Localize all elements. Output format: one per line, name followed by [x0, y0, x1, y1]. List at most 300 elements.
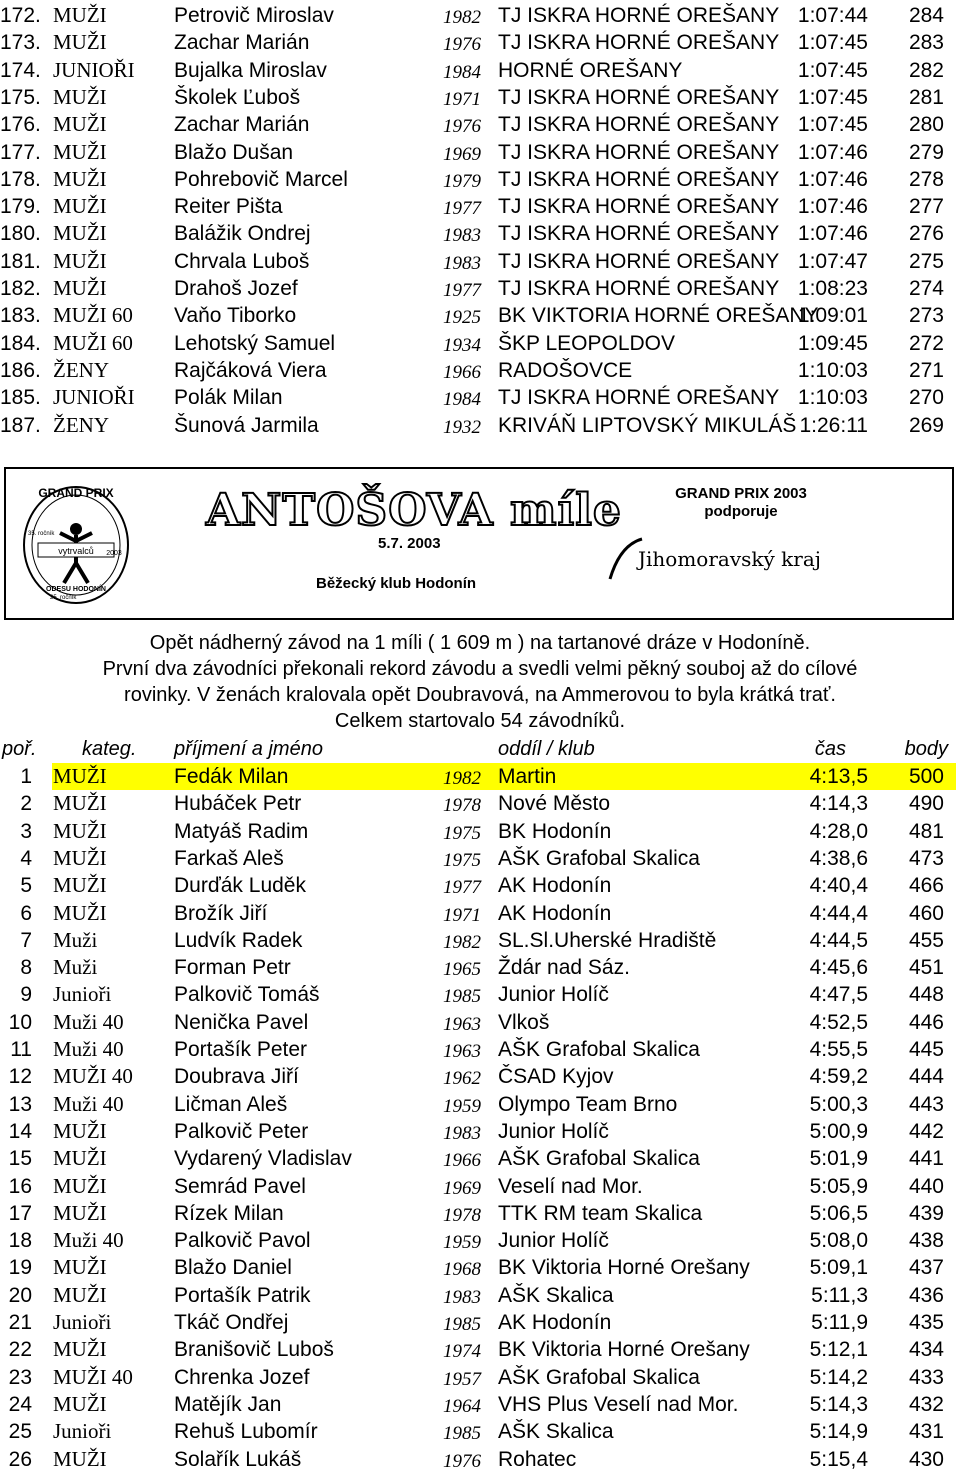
cell-birth-year: 1976 [443, 34, 481, 56]
cell-points: 271 [908, 358, 944, 382]
intro-line-3: rovinky. V ženách kralovala opět Doubravová, na Ammerovou to byla krátká trať. [124, 684, 836, 706]
cell-category: MUŽI [53, 1446, 107, 1471]
cell-time: 1:07:45 [797, 31, 868, 55]
cell-birth-year: 1971 [443, 904, 481, 926]
cell-athlete-name: Vydarený Vladislav [174, 1147, 352, 1171]
cell-time: 1:07:46 [797, 140, 868, 164]
cell-athlete-name: Reiter Pišta [174, 195, 283, 219]
cell-category: Muži 40 [53, 1091, 124, 1116]
sponsor-line-2: podporuje [704, 503, 778, 520]
cell-athlete-name: Palkovič Peter [174, 1119, 309, 1143]
cell-time: 1:07:47 [797, 249, 868, 273]
cell-category: JUNIOŘI [53, 57, 135, 82]
table-row [0, 220, 960, 247]
cell-rank: 180. [0, 222, 41, 246]
header-club: oddíl / klub [498, 738, 595, 760]
cell-athlete-name: Rajčáková Viera [174, 358, 327, 382]
cell-points: 284 [908, 4, 944, 27]
cell-points: 500 [908, 765, 944, 788]
cell-time: 5:14,2 [809, 1365, 868, 1389]
cell-points: 280 [908, 113, 944, 137]
table-row [0, 302, 960, 329]
cell-points: 455 [908, 928, 944, 952]
cell-points: 275 [908, 249, 944, 273]
cell-birth-year: 1957 [443, 1368, 481, 1390]
table-row [0, 1200, 960, 1227]
cell-rank: 10 [8, 1010, 32, 1034]
cell-athlete-name: Nenička Pavel [174, 1010, 309, 1034]
table-row [0, 1309, 960, 1336]
table-row [0, 1009, 960, 1036]
table-row [0, 1227, 960, 1254]
intro-line-1: Opět nádherný závod na 1 míli ( 1 609 m ) na tartanové dráze v Hodoníně. [149, 632, 811, 654]
cell-birth-year: 1985 [443, 1314, 481, 1335]
cell-rank: 3 [20, 819, 32, 843]
cell-time: 1:10:03 [797, 386, 868, 410]
cell-birth-year: 1975 [443, 849, 481, 871]
cell-category: MUŽI [53, 873, 107, 898]
cell-rank: 183. [0, 304, 41, 328]
cell-rank: 5 [20, 874, 32, 898]
cell-club: Junior Holíč [498, 1119, 609, 1143]
cell-birth-year: 1983 [443, 1122, 481, 1144]
cell-athlete-name: Ludvík Radek [174, 928, 303, 952]
cell-points: 436 [908, 1283, 944, 1307]
cell-rank: 16 [8, 1174, 32, 1198]
table-row [0, 900, 960, 927]
cell-rank: 179. [0, 195, 41, 219]
cell-birth-year: 1968 [443, 1259, 481, 1281]
cell-points: 451 [908, 956, 944, 980]
cell-athlete-name: Lehotský Samuel [174, 331, 336, 355]
cell-athlete-name: Drahoš Jozef [174, 277, 298, 300]
cell-category: MUŽI [53, 818, 107, 843]
cell-time: 5:11,9 [811, 1311, 868, 1334]
cell-category: MUŽI [53, 3, 107, 27]
cell-club: VHS Plus Veselí nad Mor. [498, 1392, 739, 1416]
cell-athlete-name: Fedák Milan [174, 765, 289, 788]
cell-club: TJ ISKRA HORNÉ OREŠANY [498, 222, 780, 246]
cell-birth-year: 1969 [443, 1177, 481, 1199]
cell-category: MUŽI [53, 1391, 107, 1416]
cell-category: MUŽI [53, 30, 107, 55]
cell-rank: 176. [0, 113, 41, 137]
cell-rank: 11 [10, 1038, 32, 1061]
cell-rank: 25 [8, 1420, 32, 1444]
cell-rank: 178. [0, 167, 41, 191]
cell-category: MUŽI [53, 112, 107, 137]
cell-time: 4:44,5 [809, 928, 868, 952]
table-row [0, 57, 960, 84]
cell-birth-year: 1966 [443, 361, 481, 383]
cell-category: Junioři [53, 1419, 112, 1444]
cell-rank: 8 [20, 956, 32, 980]
cell-points: 438 [908, 1229, 944, 1253]
cell-athlete-name: Ličman Aleš [174, 1092, 288, 1116]
table-row [0, 790, 960, 817]
cell-athlete-name: Balážik Ondrej [174, 222, 311, 246]
cell-athlete-name: Chrvala Luboš [174, 249, 310, 273]
cell-club: TJ ISKRA HORNÉ OREŠANY [498, 277, 780, 300]
cell-time: 5:11,3 [811, 1283, 868, 1307]
cell-time: 1:07:46 [797, 167, 868, 191]
cell-club: Rohatec [498, 1447, 577, 1471]
cell-time: 5:14,9 [809, 1420, 868, 1444]
cell-rank: 20 [8, 1283, 32, 1307]
cell-time: 4:28,0 [809, 819, 868, 843]
cell-time: 4:55,5 [809, 1038, 868, 1061]
cell-club: TJ ISKRA HORNÉ OREŠANY [498, 31, 780, 55]
cell-time: 5:00,3 [809, 1092, 868, 1116]
cell-time: 5:06,5 [809, 1201, 868, 1225]
cell-points: 490 [908, 792, 944, 816]
cell-club: AŠK Grafobal Skalica [498, 1147, 700, 1171]
cell-club: TJ ISKRA HORNÉ OREŠANY [498, 195, 780, 219]
cell-athlete-name: Portašík Patrik [174, 1283, 311, 1307]
cell-time: 1:08:23 [797, 277, 868, 300]
cell-athlete-name: Školek Ľuboš [174, 85, 301, 109]
cell-points: 430 [908, 1447, 944, 1471]
table-row [0, 357, 960, 384]
cell-athlete-name: Pohrebovič Marcel [174, 167, 348, 191]
table-row [0, 872, 960, 899]
cell-time: 5:09,1 [809, 1256, 868, 1280]
cell-rank: 175. [0, 85, 41, 109]
table-row [0, 275, 960, 302]
cell-birth-year: 1963 [443, 1041, 481, 1062]
cell-time: 4:38,6 [809, 846, 868, 870]
cell-athlete-name: Zachar Marián [174, 113, 310, 137]
cell-time: 4:52,5 [809, 1010, 868, 1034]
cell-points: 460 [908, 901, 944, 925]
cell-rank: 15 [8, 1147, 32, 1171]
cell-athlete-name: Polák Milan [174, 386, 283, 410]
cell-category: MUŽI [53, 84, 107, 109]
cell-rank: 177. [0, 140, 41, 164]
cell-time: 4:14,3 [809, 792, 868, 816]
cell-athlete-name: Tkáč Ondřej [174, 1311, 289, 1334]
intro-line-2: První dva závodníci překonali rekord závodu a svedli velmi pěkný souboj až do cílové [102, 658, 858, 680]
cell-club: AK Hodonín [498, 1311, 612, 1334]
cell-birth-year: 1983 [443, 252, 481, 274]
cell-rank: 172. [0, 4, 41, 27]
cell-time: 1:07:46 [797, 195, 868, 219]
cell-athlete-name: Hubáček Petr [174, 792, 302, 816]
cell-points: 273 [908, 304, 944, 328]
cell-club: Ždár nad Sáz. [498, 956, 630, 980]
cell-time: 5:08,0 [809, 1229, 868, 1253]
cell-category: MUŽI [53, 1200, 107, 1225]
table-row [0, 1418, 960, 1445]
cell-birth-year: 1978 [443, 1204, 481, 1226]
cell-time: 1:09:45 [797, 331, 868, 355]
cell-rank: 1 [20, 765, 32, 788]
cell-points: 279 [908, 140, 944, 164]
cell-points: 433 [908, 1365, 944, 1389]
cell-category: MUŽI [53, 900, 107, 925]
cell-club: HORNÉ OREŠANY [498, 58, 683, 82]
table-row [0, 248, 960, 275]
cell-club: Junior Holíč [498, 983, 609, 1007]
cell-birth-year: 1976 [443, 116, 481, 138]
cell-athlete-name: Petrovič Miroslav [174, 4, 334, 27]
cell-points: 283 [908, 31, 944, 55]
cell-club: TJ ISKRA HORNÉ OREŠANY [498, 4, 780, 27]
table-row [0, 1336, 960, 1363]
table-row [0, 384, 960, 411]
cell-points: 442 [908, 1119, 944, 1143]
cell-athlete-name: Brožík Jiří [174, 901, 268, 925]
cell-birth-year: 1965 [443, 959, 481, 981]
cell-category: MUŽI 60 [53, 303, 133, 328]
table-row [0, 166, 960, 193]
cell-time: 1:07:46 [797, 222, 868, 246]
cell-athlete-name: Semrád Pavel [174, 1174, 306, 1198]
table-row [0, 84, 960, 111]
cell-athlete-name: Blažo Dušan [174, 140, 294, 164]
sponsor-line-1: GRAND PRIX 2003 [675, 485, 807, 502]
cell-category: MUŽI 40 [53, 1364, 133, 1389]
cell-club: ČSAD Kyjov [498, 1065, 614, 1089]
cell-category: MUŽI [53, 166, 107, 191]
cell-time: 4:45,6 [809, 956, 868, 980]
table-row [0, 1254, 960, 1281]
cell-category: Muži 40 [53, 1009, 124, 1034]
cell-points: 432 [908, 1392, 944, 1416]
cell-points: 443 [908, 1092, 944, 1116]
cell-rank: 18 [8, 1229, 32, 1253]
cell-rank: 24 [8, 1392, 32, 1416]
cell-athlete-name: Forman Petr [174, 956, 291, 980]
cell-birth-year: 1971 [443, 88, 481, 110]
cell-points: 439 [908, 1201, 944, 1225]
cell-points: 473 [908, 846, 944, 870]
table-row [0, 1173, 960, 1200]
table-row [0, 927, 960, 954]
cell-birth-year: 1977 [443, 198, 481, 220]
cell-athlete-name: Vaňo Tiborko [174, 304, 297, 328]
cell-time: 1:09:01 [797, 304, 868, 328]
table-row [0, 1282, 960, 1309]
table-row [0, 1036, 960, 1063]
table-row [0, 954, 960, 981]
table-row [0, 1391, 960, 1418]
cell-points: 446 [908, 1010, 944, 1034]
cell-birth-year: 1983 [443, 225, 481, 247]
table-row [0, 1364, 960, 1391]
cell-club: BK Viktoria Horné Orešany [498, 1256, 750, 1280]
cell-rank: 182. [0, 277, 41, 300]
cell-points: 434 [908, 1338, 944, 1362]
cell-birth-year: 1974 [443, 1341, 481, 1363]
cell-birth-year: 1983 [443, 1286, 481, 1308]
cell-category: MUŽI [53, 1173, 107, 1198]
cell-category: Junioři [53, 1310, 112, 1334]
cell-club: SL.Sl.Uherské Hradiště [498, 928, 717, 952]
cell-points: 272 [908, 331, 944, 355]
cell-club: AŠK Grafobal Skalica [498, 846, 700, 870]
cell-rank: 21 [8, 1311, 32, 1334]
cell-birth-year: 1984 [443, 61, 481, 83]
cell-club: ŠKP LEOPOLDOV [498, 331, 676, 355]
intro-paragraph [40, 630, 920, 734]
cell-points: 274 [908, 277, 944, 300]
banner-date: 5.7. 2003 [378, 535, 441, 552]
cell-rank: 14 [8, 1119, 32, 1143]
table-row [0, 1446, 960, 1473]
header-time: čas [814, 738, 846, 760]
cell-athlete-name: Branišovič Luboš [174, 1338, 334, 1362]
cell-points: 435 [908, 1311, 944, 1334]
cell-rank: 187. [0, 413, 41, 437]
cell-category: MUŽI [53, 1146, 107, 1171]
cell-time: 5:12,1 [809, 1338, 868, 1362]
cell-time: 4:40,4 [809, 874, 868, 898]
cell-time: 4:59,2 [809, 1065, 868, 1089]
cell-club: AŠK Skalica [498, 1420, 614, 1444]
table-row [0, 1063, 960, 1090]
cell-rank: 9 [20, 983, 32, 1007]
cell-birth-year: 1959 [443, 1232, 481, 1254]
cell-category: MUŽI [53, 221, 107, 246]
cell-club: BK VIKTORIA HORNÉ OREŠANY [498, 304, 819, 328]
table-row [0, 2, 960, 29]
cell-club: RADOŠOVCE [498, 358, 633, 382]
cell-rank: 184. [0, 331, 41, 355]
cell-club: Olympo Team Brno [498, 1092, 678, 1116]
cell-rank: 185. [0, 386, 41, 410]
cell-club: AŠK Grafobal Skalica [498, 1365, 700, 1389]
logo-mid-text: vytrvalců [58, 546, 94, 556]
cell-rank: 181. [0, 249, 41, 273]
cell-rank: 7 [20, 928, 32, 952]
cell-category: MUŽI [53, 1337, 107, 1362]
cell-category: Muži 40 [53, 1228, 124, 1253]
cell-points: 437 [908, 1256, 944, 1280]
table-row [0, 29, 960, 56]
cell-athlete-name: Blažo Daniel [174, 1256, 292, 1280]
cell-athlete-name: Rehuš Lubomír [174, 1420, 318, 1444]
cell-points: 281 [908, 85, 944, 109]
cell-birth-year: 1963 [443, 1013, 481, 1035]
event-banner [4, 467, 954, 620]
results-header [0, 736, 960, 763]
table-row [0, 1091, 960, 1118]
cell-birth-year: 1934 [443, 334, 481, 356]
table-row [0, 139, 960, 166]
cell-club: BK Viktoria Horné Orešany [498, 1338, 750, 1362]
cell-points: 466 [908, 874, 944, 898]
cell-birth-year: 1985 [443, 986, 481, 1008]
header-name: příjmení a jméno [174, 738, 323, 760]
cell-birth-year: 1977 [443, 280, 481, 301]
grand-prix-logo [20, 479, 132, 607]
cell-birth-year: 1982 [443, 931, 481, 953]
cell-points: 440 [908, 1174, 944, 1198]
cell-birth-year: 1932 [443, 416, 481, 438]
cell-club: Vlkoš [498, 1010, 550, 1034]
cell-club: TJ ISKRA HORNÉ OREŠANY [498, 85, 780, 109]
cell-points: 448 [908, 983, 944, 1007]
cell-birth-year: 1975 [443, 822, 481, 844]
cell-points: 445 [908, 1038, 944, 1061]
cell-time: 5:01,9 [809, 1147, 868, 1171]
cell-category: MUŽI [53, 764, 107, 788]
cell-points: 276 [908, 222, 944, 246]
cell-birth-year: 1978 [443, 795, 481, 817]
cell-club: TJ ISKRA HORNÉ OREŠANY [498, 140, 780, 164]
cell-rank: 6 [20, 901, 32, 925]
cell-category: MUŽI 40 [53, 1064, 133, 1089]
cell-points: 270 [908, 386, 944, 410]
cell-rank: 174. [0, 58, 41, 82]
cell-athlete-name: Zachar Marián [174, 31, 310, 55]
cell-points: 441 [908, 1147, 944, 1171]
cell-birth-year: 1985 [443, 1423, 481, 1445]
cell-athlete-name: Solařík Lukáš [174, 1447, 302, 1471]
cell-club: TJ ISKRA HORNÉ OREŠANY [498, 249, 780, 273]
cell-category: Muži 40 [53, 1037, 124, 1061]
cell-category: MUŽI [53, 845, 107, 870]
cell-birth-year: 1982 [443, 768, 481, 789]
table-row [0, 981, 960, 1008]
cell-category: MUŽI [53, 248, 107, 273]
cell-points: 277 [908, 195, 944, 219]
cell-birth-year: 1964 [443, 1395, 481, 1417]
cell-points: 282 [908, 58, 944, 82]
table-row [0, 330, 960, 357]
cell-club: AŠK Grafobal Skalica [498, 1038, 700, 1061]
cell-rank: 22 [8, 1338, 32, 1362]
table-row [0, 1145, 960, 1172]
logo-bottom-text: ODESU HODONÍN [46, 586, 106, 593]
cell-rank: 173. [0, 31, 41, 55]
cell-time: 1:07:45 [797, 85, 868, 109]
cell-club: TJ ISKRA HORNÉ OREŠANY [498, 167, 780, 191]
cell-club: TJ ISKRA HORNÉ OREŠANY [498, 113, 780, 137]
logo-top-text: GRAND PRIX [38, 486, 114, 500]
header-points: body [904, 738, 948, 760]
cell-time: 1:10:03 [797, 358, 868, 382]
intro-line-4: Celkem startovalo 54 závodníků. [334, 710, 626, 732]
cell-category: ŽENY [53, 412, 109, 437]
cell-birth-year: 1925 [443, 307, 481, 329]
cell-category: MUŽI [53, 139, 107, 164]
cell-birth-year: 1969 [443, 143, 481, 165]
header-category: kateg. [82, 738, 137, 760]
cell-athlete-name: Palkovič Pavol [174, 1229, 311, 1253]
cell-rank: 17 [8, 1201, 32, 1225]
cell-category: MUŽI [53, 194, 107, 219]
cell-time: 1:07:45 [797, 58, 868, 82]
cell-points: 481 [908, 819, 944, 843]
header-rank: poř. [2, 738, 37, 760]
cell-time: 5:15,4 [809, 1447, 868, 1471]
cell-points: 431 [908, 1420, 944, 1444]
cell-birth-year: 1976 [443, 1450, 481, 1472]
table-row [0, 818, 960, 845]
cell-time: 1:07:45 [797, 113, 868, 137]
cell-category: Junioři [53, 982, 112, 1007]
cell-category: JUNIOŘI [53, 385, 135, 410]
cell-club: Nové Město [498, 792, 611, 816]
cell-category: MUŽI [53, 1255, 107, 1280]
logo-year-text: 2003 [106, 550, 122, 557]
cell-athlete-name: Portašík Peter [174, 1038, 308, 1061]
cell-club: Junior Holíč [498, 1229, 609, 1253]
cell-points: 444 [908, 1065, 944, 1089]
cell-time: 1:26:11 [799, 413, 868, 437]
